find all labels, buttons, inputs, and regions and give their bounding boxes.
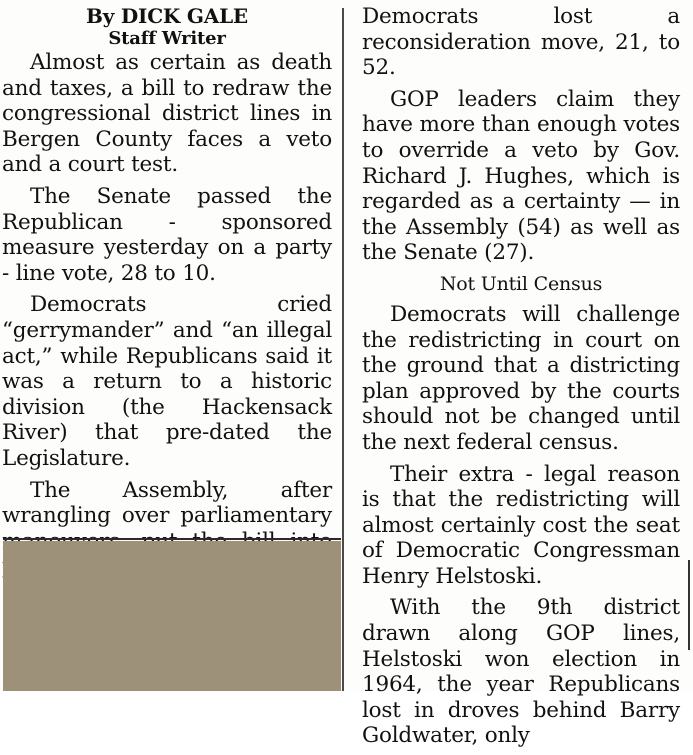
right-edge-mark: [688, 560, 690, 650]
staff-writer-label: Staff Writer: [108, 28, 226, 49]
paragraph-ninth-district: With the 9th district drawn along GOP lines, Helstoski won election in 1964, the year Republicans lost in droves behind Barry Goldwater, only: [362, 595, 680, 749]
photo-top-rule: [3, 538, 341, 540]
subhead: Not Until Census: [439, 272, 603, 295]
left-column: [2, 4, 332, 586]
paragraph-assembly: The Assembly, after wrangling over parliamentary: [2, 477, 332, 529]
paragraph-senate: The Senate passed the Republican - sponsored measure yesterday on a party - line vote, 28 to 10.: [2, 183, 332, 286]
byline: By DICK GALE: [86, 4, 248, 28]
column-divider: [342, 8, 344, 691]
right-column: [362, 4, 680, 755]
paragraph-continuation: Democrats lost a reconsideration move, 21, to 52.: [362, 4, 680, 81]
paragraph-extra-legal: Their extra - legal reason is that the redistricting will almost certainly cost the seat of Democratic Congressman Henry Helstoski.: [362, 461, 680, 589]
photo-placeholder: [3, 541, 341, 691]
paragraph-lead: Almost as certain as death and taxes, a bill to redraw the congressional district lines in Bergen County faces a veto and a court test.: [2, 50, 332, 178]
paragraph-challenge: Democrats will challenge the redistricting in court on the ground that a districting plan approved by the courts should not be changed until the next federal census.: [362, 301, 680, 455]
paragraph-democrats: Democrats cried “gerrymander” and “an illegal act,” while Republicans said it was a return to a historic division (the Hackensack River) that pre-dated the Legislature.: [2, 292, 332, 471]
paragraph-gop-leaders: GOP leaders claim they have more than enough votes to override a veto by Gov. Richard J. Hughes, which is regarded as a certainty — in the Assembly (54) as well as the Senate (27).: [362, 86, 680, 266]
